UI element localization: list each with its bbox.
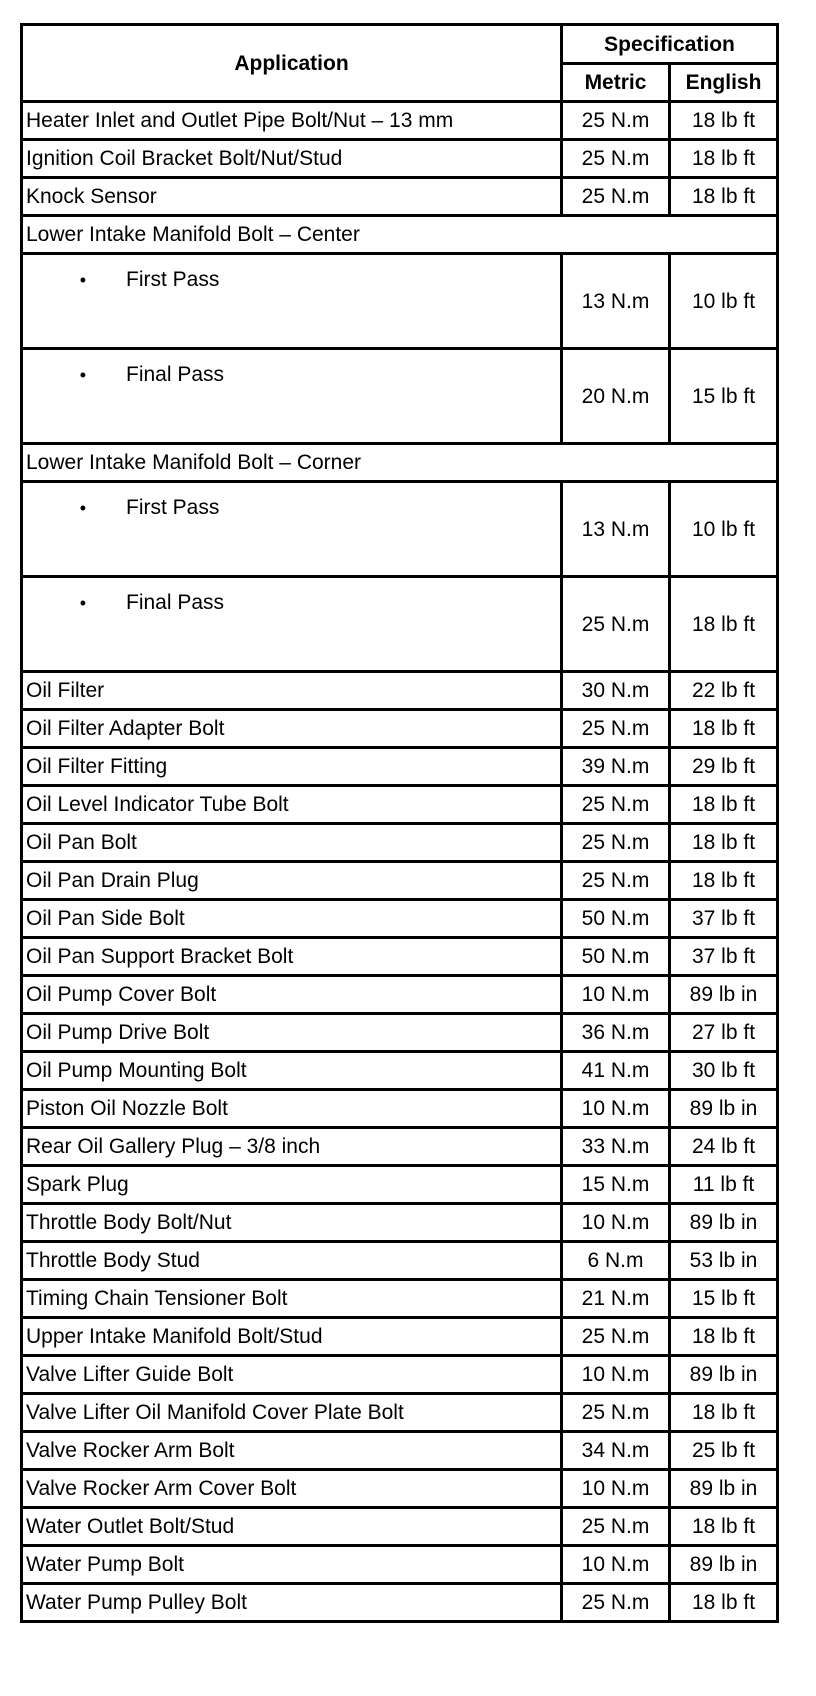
application-cell: Oil Filter [22, 672, 562, 710]
english-cell: 18 lb ft [670, 1394, 778, 1432]
table-row [22, 1128, 778, 1166]
application-cell: Oil Pan Support Bracket Bolt [22, 938, 562, 976]
table-row [22, 1470, 778, 1508]
application-cell [22, 349, 562, 444]
sub-step-row [22, 482, 778, 577]
application-cell: Timing Chain Tensioner Bolt [22, 1280, 562, 1318]
metric-cell: 25 N.m [562, 710, 670, 748]
bullet-icon: • [79, 498, 86, 518]
metric-cell: 39 N.m [562, 748, 670, 786]
step-label: Final Pass [126, 363, 225, 386]
table-row [22, 1394, 778, 1432]
metric-cell: 20 N.m [562, 349, 670, 444]
metric-cell: 25 N.m [562, 140, 670, 178]
english-cell: 15 lb ft [670, 1280, 778, 1318]
bullet-icon: • [79, 593, 86, 613]
english-cell: 18 lb ft [670, 1584, 778, 1622]
metric-cell: 6 N.m [562, 1242, 670, 1280]
application-cell: Valve Lifter Oil Manifold Cover Plate Bolt [22, 1394, 562, 1432]
sub-step-row [22, 349, 778, 444]
english-cell: 18 lb ft [670, 102, 778, 140]
table-row [22, 1280, 778, 1318]
bullet-icon: • [79, 270, 86, 290]
table-row [22, 1166, 778, 1204]
english-cell: 25 lb ft [670, 1432, 778, 1470]
step-label: First Pass [126, 496, 220, 519]
application-cell: Oil Pump Drive Bolt [22, 1014, 562, 1052]
header-metric: Metric [562, 64, 670, 102]
english-cell: 18 lb ft [670, 786, 778, 824]
metric-cell: 25 N.m [562, 1508, 670, 1546]
group-row [22, 216, 778, 254]
english-cell: 89 lb in [670, 976, 778, 1014]
english-cell: 29 lb ft [670, 748, 778, 786]
table-row [22, 1318, 778, 1356]
metric-cell: 36 N.m [562, 1014, 670, 1052]
metric-cell: 25 N.m [562, 577, 670, 672]
metric-cell: 25 N.m [562, 1394, 670, 1432]
english-cell: 89 lb in [670, 1546, 778, 1584]
english-cell: 18 lb ft [670, 1508, 778, 1546]
metric-cell: 33 N.m [562, 1128, 670, 1166]
english-cell: 15 lb ft [670, 349, 778, 444]
english-cell: 11 lb ft [670, 1166, 778, 1204]
group-label: Lower Intake Manifold Bolt – Center [22, 216, 778, 254]
application-cell: Piston Oil Nozzle Bolt [22, 1090, 562, 1128]
table-row [22, 900, 778, 938]
application-cell: Spark Plug [22, 1166, 562, 1204]
metric-cell: 10 N.m [562, 976, 670, 1014]
application-cell: Valve Lifter Guide Bolt [22, 1356, 562, 1394]
step-label: Final Pass [126, 591, 225, 614]
table-row [22, 178, 778, 216]
english-cell: 89 lb in [670, 1090, 778, 1128]
table-row [22, 1356, 778, 1394]
table-row [22, 824, 778, 862]
english-cell: 22 lb ft [670, 672, 778, 710]
table-body [22, 102, 778, 1622]
application-cell: Heater Inlet and Outlet Pipe Bolt/Nut – 13 mm [22, 102, 562, 140]
header-application: Application [22, 25, 562, 102]
application-cell: Oil Level Indicator Tube Bolt [22, 786, 562, 824]
table-row [22, 1204, 778, 1242]
application-cell: Throttle Body Bolt/Nut [22, 1204, 562, 1242]
table-row [22, 140, 778, 178]
table-row [22, 748, 778, 786]
metric-cell: 41 N.m [562, 1052, 670, 1090]
table-row [22, 1052, 778, 1090]
application-cell: Water Pump Pulley Bolt [22, 1584, 562, 1622]
application-cell [22, 577, 562, 672]
application-cell: Oil Pan Bolt [22, 824, 562, 862]
application-cell: Oil Pump Mounting Bolt [22, 1052, 562, 1090]
application-cell: Water Pump Bolt [22, 1546, 562, 1584]
metric-cell: 34 N.m [562, 1432, 670, 1470]
application-cell: Oil Pan Drain Plug [22, 862, 562, 900]
metric-cell: 10 N.m [562, 1546, 670, 1584]
english-cell: 53 lb in [670, 1242, 778, 1280]
table-row [22, 710, 778, 748]
group-label: Lower Intake Manifold Bolt – Corner [22, 444, 778, 482]
table-row [22, 1508, 778, 1546]
application-cell: Water Outlet Bolt/Stud [22, 1508, 562, 1546]
header-specification: Specification [562, 25, 778, 64]
metric-cell: 25 N.m [562, 178, 670, 216]
group-row [22, 444, 778, 482]
metric-cell: 21 N.m [562, 1280, 670, 1318]
table-row [22, 938, 778, 976]
sub-step-row [22, 254, 778, 349]
metric-cell: 25 N.m [562, 862, 670, 900]
table-row [22, 1432, 778, 1470]
english-cell: 18 lb ft [670, 140, 778, 178]
application-cell: Throttle Body Stud [22, 1242, 562, 1280]
metric-cell: 25 N.m [562, 102, 670, 140]
table-row [22, 1014, 778, 1052]
english-cell: 18 lb ft [670, 178, 778, 216]
table-row [22, 1546, 778, 1584]
application-cell: Valve Rocker Arm Cover Bolt [22, 1470, 562, 1508]
application-cell [22, 482, 562, 577]
sub-step-row [22, 577, 778, 672]
table-row [22, 1242, 778, 1280]
metric-cell: 13 N.m [562, 254, 670, 349]
english-cell: 89 lb in [670, 1470, 778, 1508]
english-cell: 18 lb ft [670, 862, 778, 900]
table-row [22, 786, 778, 824]
metric-cell: 25 N.m [562, 1584, 670, 1622]
bullet-icon: • [79, 365, 86, 385]
metric-cell: 10 N.m [562, 1204, 670, 1242]
english-cell: 18 lb ft [670, 824, 778, 862]
metric-cell: 10 N.m [562, 1356, 670, 1394]
metric-cell: 10 N.m [562, 1090, 670, 1128]
english-cell: 37 lb ft [670, 900, 778, 938]
torque-spec-table [20, 23, 779, 1623]
metric-cell: 30 N.m [562, 672, 670, 710]
english-cell: 27 lb ft [670, 1014, 778, 1052]
english-cell: 89 lb in [670, 1204, 778, 1242]
metric-cell: 50 N.m [562, 938, 670, 976]
step-label: First Pass [126, 268, 220, 291]
metric-cell: 13 N.m [562, 482, 670, 577]
header-english: English [670, 64, 778, 102]
table-row [22, 672, 778, 710]
table-row [22, 976, 778, 1014]
table-row [22, 102, 778, 140]
metric-cell: 25 N.m [562, 786, 670, 824]
application-cell: Upper Intake Manifold Bolt/Stud [22, 1318, 562, 1356]
english-cell: 24 lb ft [670, 1128, 778, 1166]
metric-cell: 15 N.m [562, 1166, 670, 1204]
table-row [22, 862, 778, 900]
metric-cell: 50 N.m [562, 900, 670, 938]
application-cell: Oil Filter Adapter Bolt [22, 710, 562, 748]
english-cell: 10 lb ft [670, 254, 778, 349]
application-cell: Oil Pan Side Bolt [22, 900, 562, 938]
english-cell: 18 lb ft [670, 710, 778, 748]
english-cell: 10 lb ft [670, 482, 778, 577]
metric-cell: 10 N.m [562, 1470, 670, 1508]
english-cell: 30 lb ft [670, 1052, 778, 1090]
english-cell: 18 lb ft [670, 577, 778, 672]
table-row [22, 1090, 778, 1128]
table-row [22, 1584, 778, 1622]
application-cell: Ignition Coil Bracket Bolt/Nut/Stud [22, 140, 562, 178]
application-cell [22, 254, 562, 349]
application-cell: Rear Oil Gallery Plug – 3/8 inch [22, 1128, 562, 1166]
application-cell: Oil Pump Cover Bolt [22, 976, 562, 1014]
english-cell: 89 lb in [670, 1356, 778, 1394]
application-cell: Valve Rocker Arm Bolt [22, 1432, 562, 1470]
application-cell: Knock Sensor [22, 178, 562, 216]
metric-cell: 25 N.m [562, 1318, 670, 1356]
english-cell: 18 lb ft [670, 1318, 778, 1356]
english-cell: 37 lb ft [670, 938, 778, 976]
metric-cell: 25 N.m [562, 824, 670, 862]
application-cell: Oil Filter Fitting [22, 748, 562, 786]
